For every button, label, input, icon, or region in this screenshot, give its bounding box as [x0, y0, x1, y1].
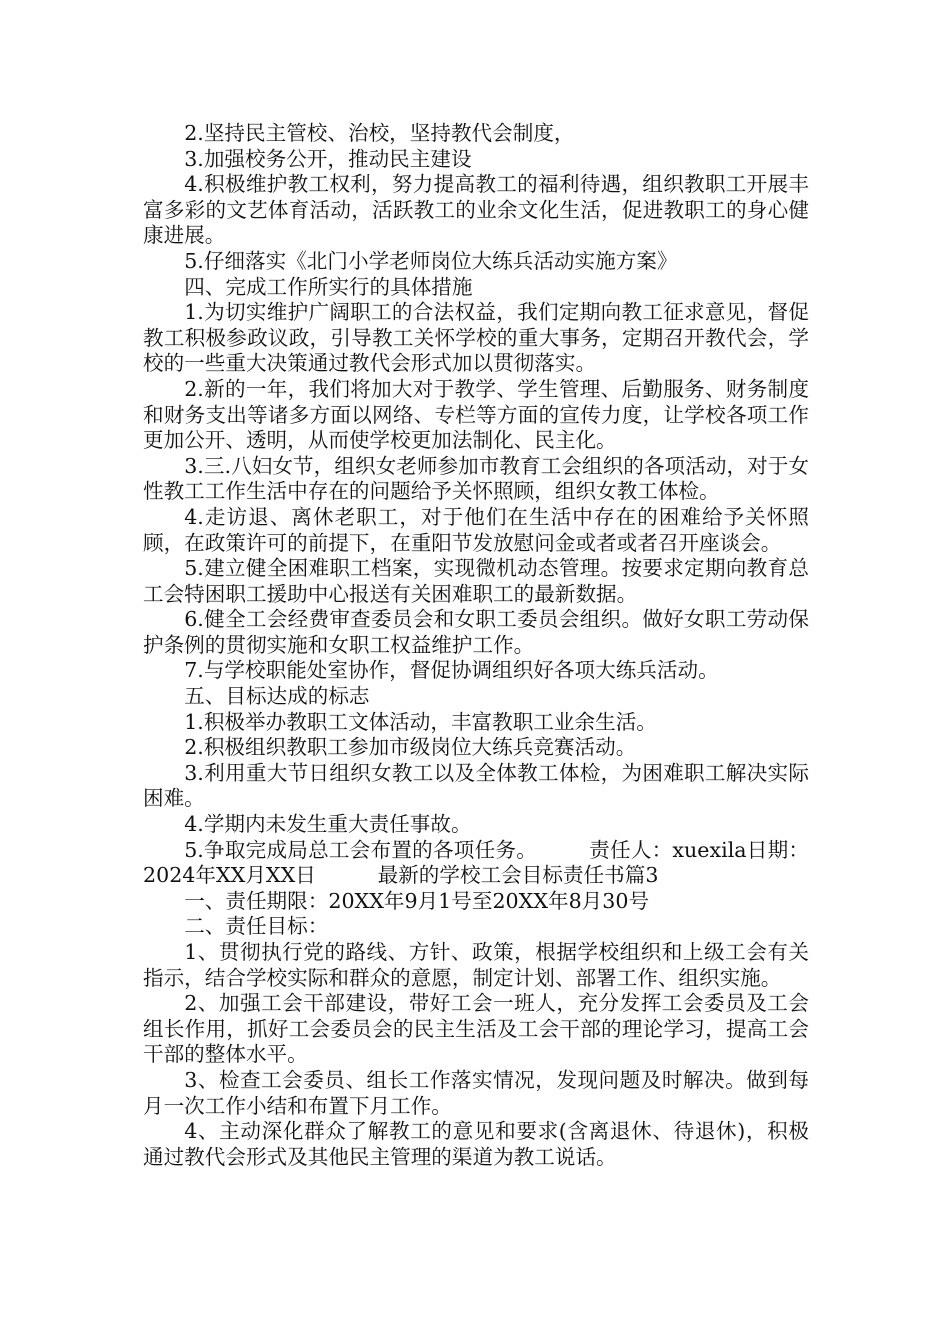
paragraph: 3、检查工会委员、组长工作落实情况，发现问题及时解决。做到每月一次工作小结和布置下月工作。: [143, 1067, 809, 1118]
paragraph: 3.利用重大节日组织女教工以及全体教工体检，为困难职工解决实际困难。: [143, 760, 809, 811]
paragraph: 5.仔细落实《北门小学老师岗位大练兵活动实施方案》: [184, 248, 678, 273]
paragraph: 2.积极组织教职工参加市级岗位大练兵竞赛活动。: [184, 735, 637, 760]
paragraph: 4.走访退、离休老职工，对于他们在生活中存在的困难给予关怀照顾，在政策许可的前提下，在重阳节发放慰问金或者或者召开座谈会。: [143, 504, 809, 555]
section-heading: 二、责任目标：: [184, 914, 329, 939]
paragraph: 1、贯彻执行党的路线、方针、政策，根据学校组织和上级工会有关指示，结合学校实际和群众的意愿，制定计划、部署工作、组织实施。: [143, 940, 809, 990]
paragraph: 4.学期内未发生重大责任事故。: [184, 812, 472, 837]
paragraph: 1.为切实维护广阔职工的合法权益，我们定期向教工征求意见，督促教工积极参政议政，引导教工关怀学校的重大事务，定期召开教代会，学校的一些重大决策通过教代会形式加以贯彻落实。: [143, 300, 809, 376]
paragraph: 2.新的一年，我们将加大对于教学、学生管理、后勤服务、财务制度和财务支出等诸多方面以网络、专栏等方面的宣传力度，让学校各项工作更加公开、透明，从而使学校更加法制化、民主化。: [143, 376, 809, 453]
paragraph: 3.三.八妇女节，组织女老师参加市教育工会组织的各项活动，对于女性教工工作生活中存在的问题给予关怀照顾，组织女教工体检。: [143, 453, 809, 504]
section-heading: 四、完成工作所实行的具体措施: [184, 274, 473, 299]
paragraph: 7.与学校职能处室协作，督促协调组织好各项大练兵活动。: [184, 658, 719, 683]
paragraph: 3.加强校务公开，推动民主建设: [184, 146, 472, 171]
paragraph: 5.争取完成局总工会布置的各项任务。 责任人：xuexila日期：2024年XX月XX日 最新的学校工会目标责任书篇3: [143, 837, 809, 888]
paragraph: 4、主动深化群众了解教工的意见和要求(含离退休、待退休)，积极通过教代会形式及其他民主管理的渠道为教工说话。: [143, 1119, 809, 1169]
section-heading: 五、目标达成的标志: [184, 684, 370, 709]
paragraph: 2.坚持民主管校、治校，坚持教代会制度，: [184, 121, 575, 145]
paragraph: 1.积极举办教职工文体活动，丰富教职工业余生活。: [184, 709, 657, 734]
paragraph: 6.健全工会经费审查委员会和女职工委员会组织。做好女职工劳动保护条例的贯彻实施和女职工权益维护工作。: [143, 607, 809, 657]
paragraph: 5.建立健全困难职工档案，实现微机动态管理。按要求定期向教育总工会特困职工援助中心报送有关困难职工的最新数据。: [143, 556, 809, 606]
document-body: [143, 121, 809, 1170]
paragraph: 4.积极维护教工权利，努力提高教工的福利待遇，组织教职工开展丰富多彩的文艺体育活动，活跃教工的业余文化生活，促进教职工的身心健康进展。: [143, 172, 809, 248]
section-heading: 一、责任期限：20XX年9月1号至20XX年8月30号: [184, 888, 650, 913]
paragraph: 2、加强工会干部建设，带好工会一班人，充分发挥工会委员及工会组长作用，抓好工会委员会的民主生活及工会干部的理论学习，提高工会干部的整体水平。: [143, 991, 809, 1067]
